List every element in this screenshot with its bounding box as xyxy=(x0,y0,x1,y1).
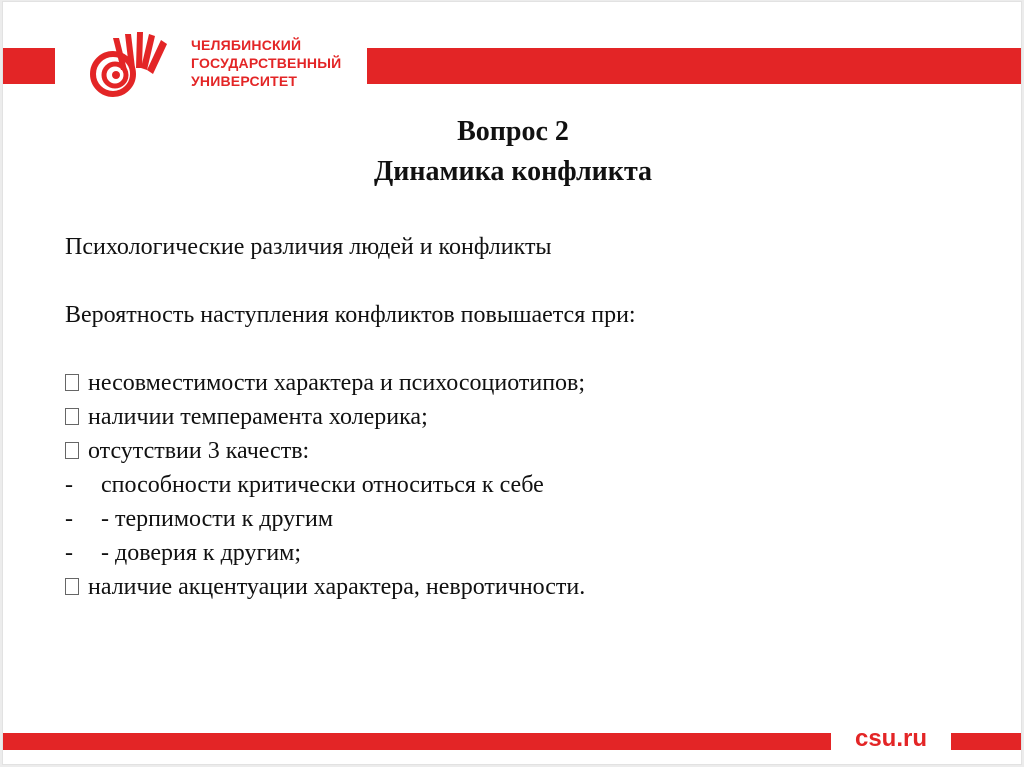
slide-title xyxy=(3,112,1022,192)
checkbox-bullet-icon xyxy=(65,578,79,595)
slide-body xyxy=(65,230,965,604)
lead-text: Вероятность наступления конфликтов повышается при: xyxy=(65,302,636,328)
university-logo-icon xyxy=(83,30,183,100)
sub-item-text: способности критически относиться к себе xyxy=(101,472,544,498)
bullet-item xyxy=(65,434,965,468)
checkbox-bullet-icon xyxy=(65,408,79,425)
bullet-text: отсутствии 3 качеств: xyxy=(88,438,310,464)
sub-item-text: - доверия к другим; xyxy=(101,540,302,566)
checkbox-bullet-icon xyxy=(65,442,79,459)
bullet-item xyxy=(65,570,965,604)
university-name xyxy=(191,36,341,90)
bullet-item xyxy=(65,400,965,434)
bullet-text: наличии темперамента холерика; xyxy=(88,404,428,430)
bullet-item xyxy=(65,366,965,400)
sub-item xyxy=(65,502,965,536)
sub-item xyxy=(65,536,965,570)
footer-site-link[interactable]: csu.ru xyxy=(854,725,928,752)
university-name-line-2: ГОСУДАРСТВЕННЫЙ xyxy=(191,55,342,71)
dash-marker: - xyxy=(65,540,73,566)
title-line-1: Вопрос 2 xyxy=(457,116,569,147)
dash-marker: - xyxy=(65,506,73,532)
university-name-line-3: УНИВЕРСИТЕТ xyxy=(191,73,298,89)
dash-marker: - xyxy=(65,472,73,498)
footer-red-bar-left xyxy=(3,733,831,750)
slide xyxy=(2,1,1022,765)
footer-red-bar-right xyxy=(951,733,1022,750)
intro-text: Психологические различия людей и конфликты xyxy=(65,234,552,260)
sub-item xyxy=(65,468,965,502)
university-name-line-1: ЧЕЛЯБИНСКИЙ xyxy=(191,37,302,53)
header-red-bar-right xyxy=(367,48,1022,84)
bullet-text: наличие акцентуации характера, невротичности. xyxy=(88,574,586,600)
sub-item-text: - терпимости к другим xyxy=(101,506,334,532)
checkbox-bullet-icon xyxy=(65,374,79,391)
header-red-bar-left xyxy=(3,48,55,84)
bullet-text: несовместимости характера и психосоциотипов; xyxy=(88,370,586,396)
title-line-2: Динамика конфликта xyxy=(373,156,653,187)
